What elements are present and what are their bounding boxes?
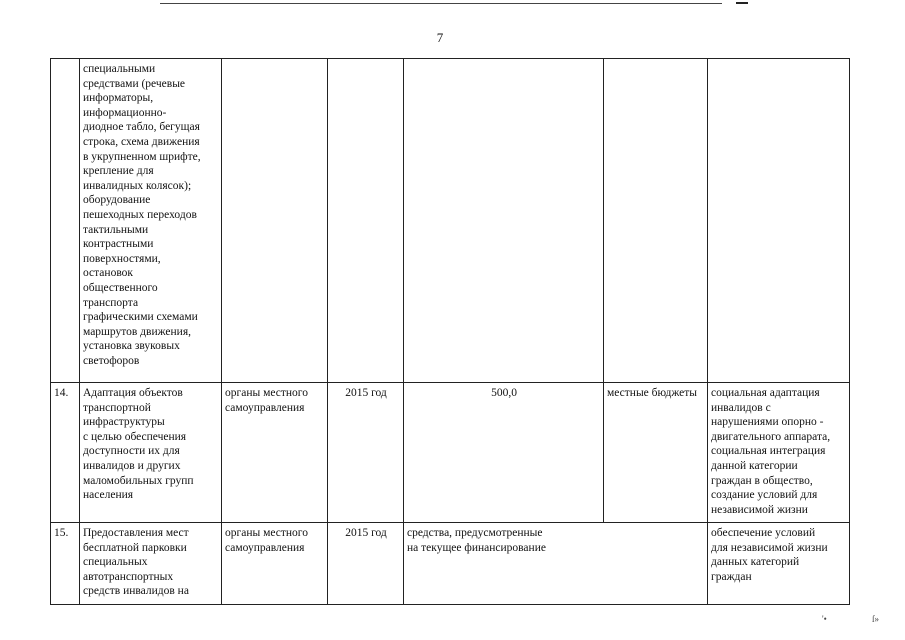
cell-description: специальными средствами (речевые информаторы, информационно- диодное табло, бегущая строка, схема движения в укрупненном шрифте, крепление для инвалидных колясок); оборудование пешеходных переходов тактильными контрастными поверхностями, остановок общественного транспорта графическими схемами маршрутов движения, установка звуковых светофоров xyxy=(80,59,222,383)
cell-year: 2015 год xyxy=(328,523,404,605)
cell-description: Адаптация объектов транспортной инфраструктуры с целью обеспечения доступности их для инвалидов и других маломобильных групп населения xyxy=(80,383,222,523)
cell-source xyxy=(604,59,708,383)
cell-source: местные бюджеты xyxy=(604,383,708,523)
scan-mark-left: '• xyxy=(822,614,827,624)
cell-year: 2015 год xyxy=(328,383,404,523)
cell-number xyxy=(51,59,80,383)
measures-table xyxy=(50,58,850,605)
cell-executor xyxy=(222,59,328,383)
cell-result: обеспечение условий для независимой жизни данных категорий граждан xyxy=(708,523,850,605)
cell-description: Предоставления мест бесплатной парковки специальных автотранспортных средств инвалидов на xyxy=(80,523,222,605)
table-row-continued xyxy=(51,59,850,383)
cell-result xyxy=(708,59,850,383)
page-number: 7 xyxy=(436,30,444,45)
cell-cost xyxy=(404,59,604,383)
cell-number: 14. xyxy=(51,383,80,523)
cell-number: 15. xyxy=(51,523,80,605)
table-row-15 xyxy=(51,523,850,605)
cell-executor: органы местного самоуправления xyxy=(222,383,328,523)
table-row-14 xyxy=(51,383,850,523)
cell-funding-merged: средства, предусмотренные на текущее финансирование xyxy=(404,523,708,605)
top-mark xyxy=(736,2,748,4)
cell-executor: органы местного самоуправления xyxy=(222,523,328,605)
cell-cost: 500,0 xyxy=(404,383,604,523)
cell-result: социальная адаптация инвалидов с нарушениями опорно - двигательного аппарата, социальная интеграция данной категории граждан в общество, создание условий для независимой жизни xyxy=(708,383,850,523)
top-rule xyxy=(160,3,722,4)
scan-mark-right: ſ» xyxy=(872,614,880,624)
cell-year xyxy=(328,59,404,383)
